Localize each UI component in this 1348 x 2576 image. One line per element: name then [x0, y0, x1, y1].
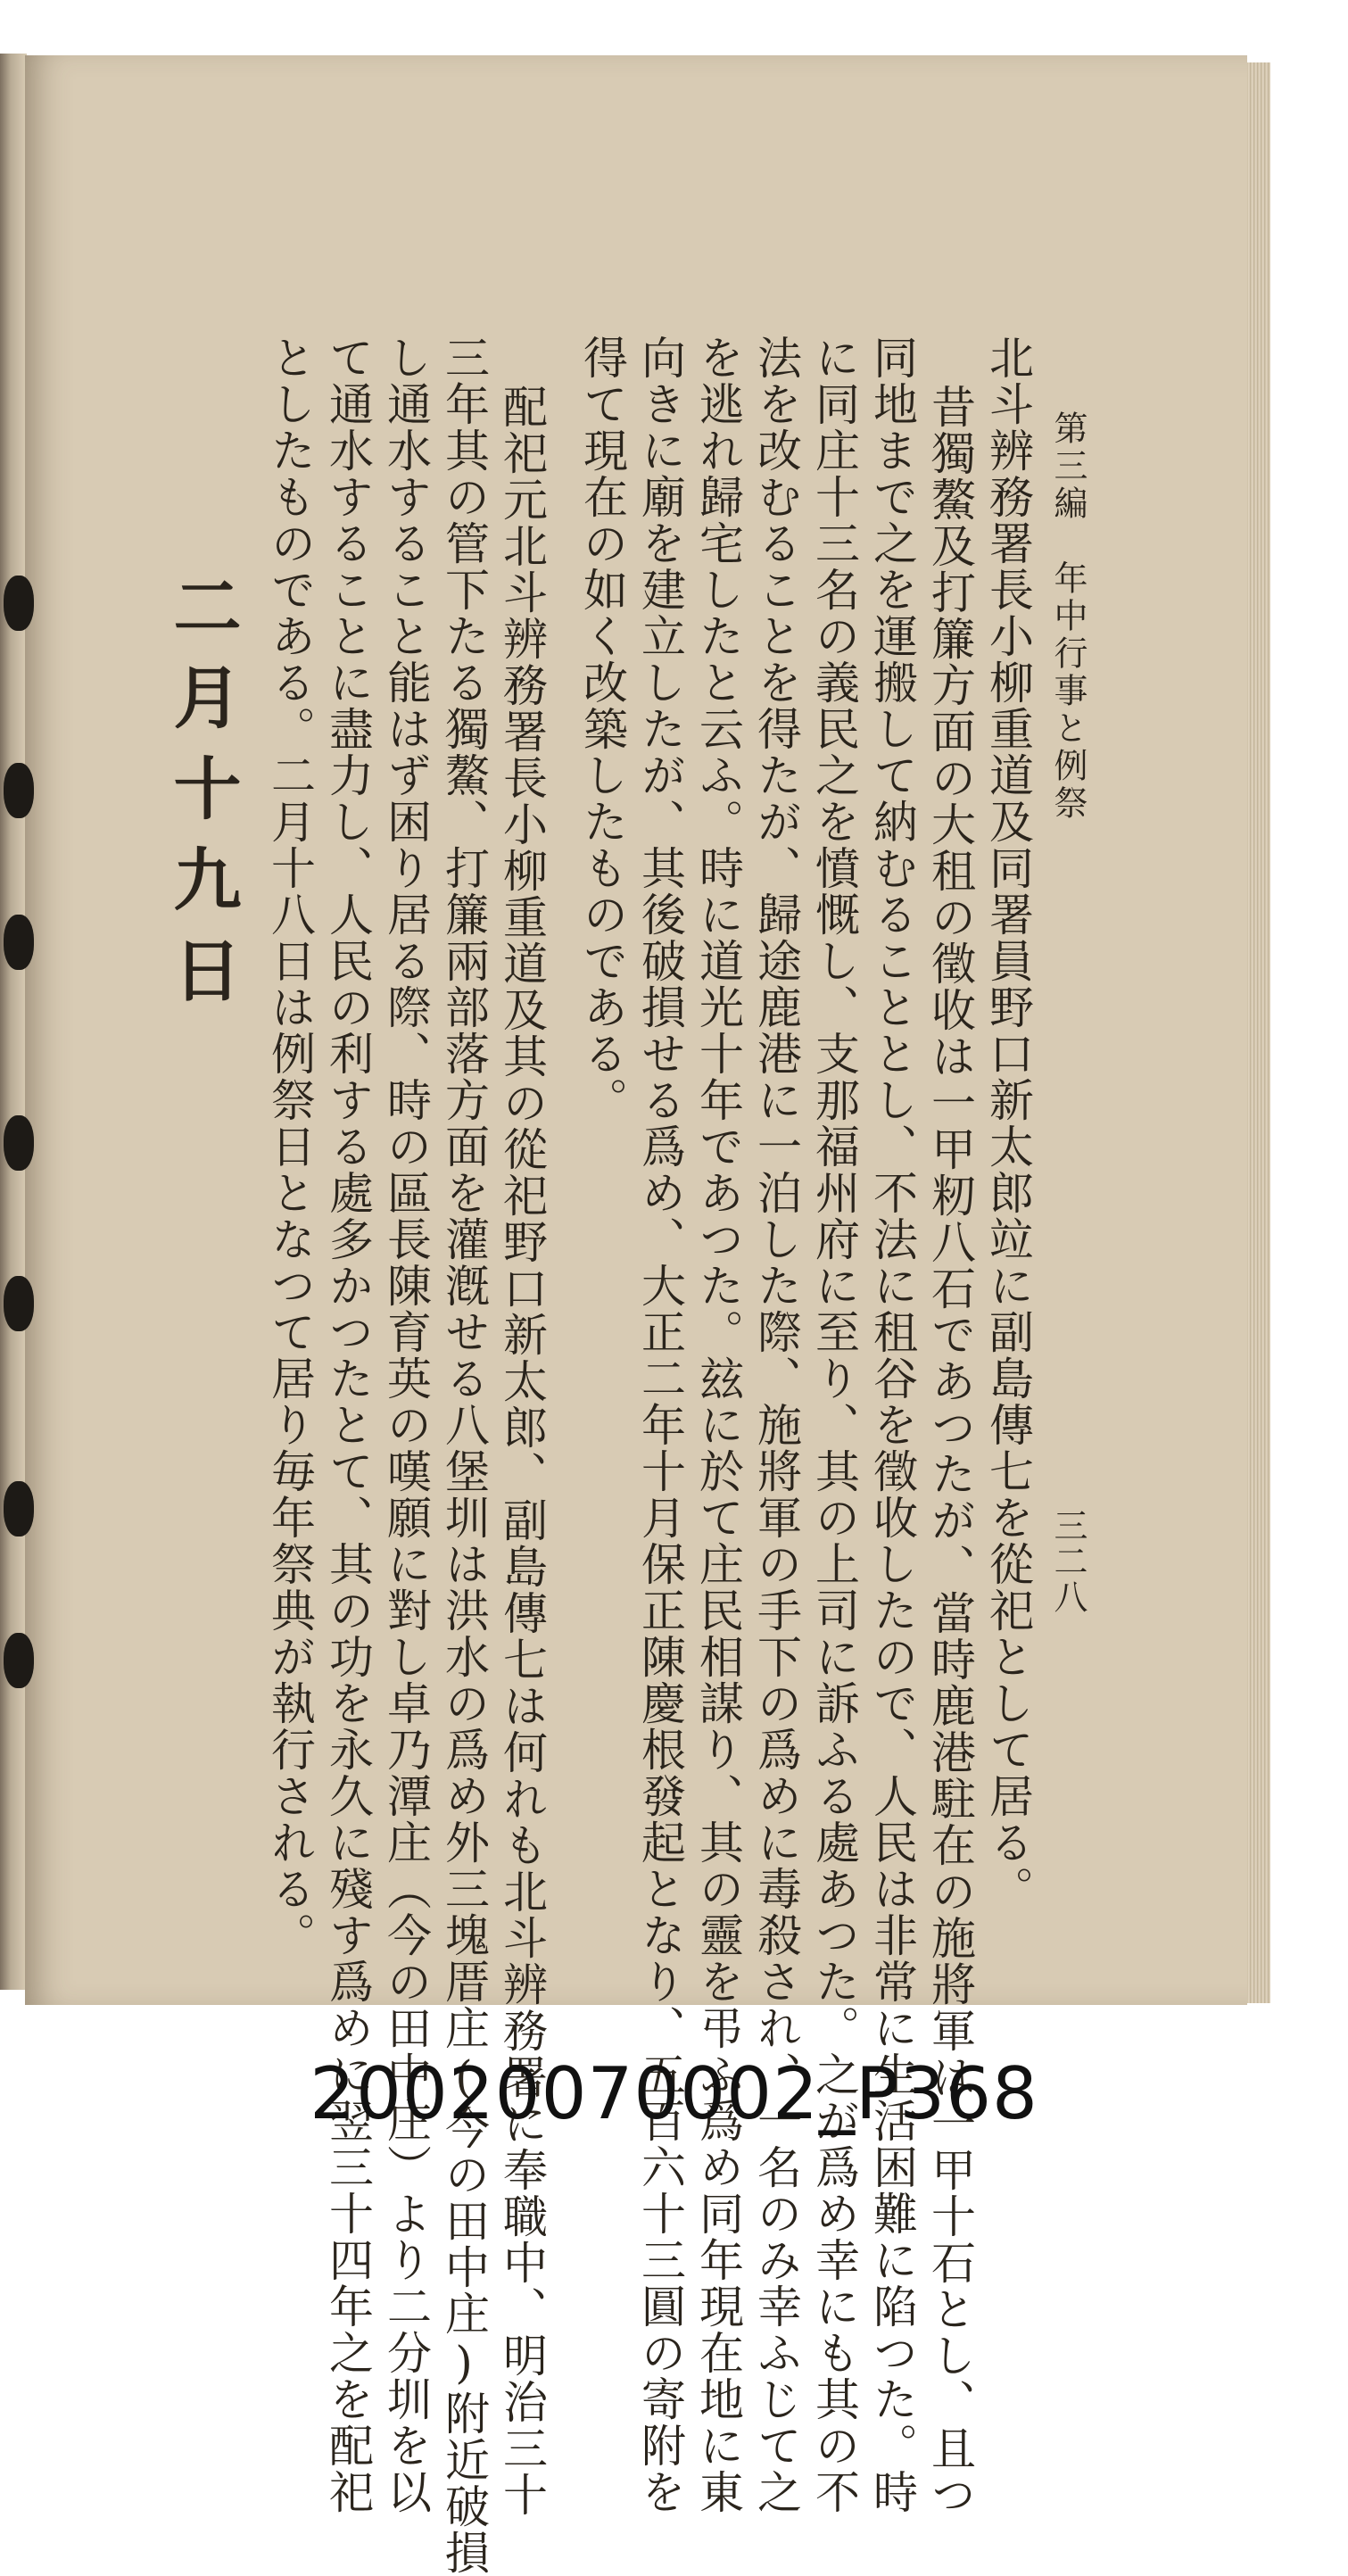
- text-line: 昔獨鰲及打簾方面の大租の徵收は一甲籾八石であつたが、當時鹿港駐在の施將軍は一甲十石とし、且つ: [924, 384, 976, 2518]
- binding-hole: [4, 1115, 34, 1171]
- binding-hole: [4, 915, 34, 970]
- text-line: 法を改むることを得たが、歸途鹿港に一泊した際、施將軍の手下の爲めに毒殺され、一名のみ幸ふじて之: [750, 335, 802, 2515]
- binding-hole: [4, 576, 34, 631]
- page-edge: [1247, 62, 1270, 2003]
- page-number: 三二八: [1048, 1508, 1087, 1615]
- text-line: 北斗辨務署長小柳重道及同署員野口新太郎竝に副島傳七を從祀として居る。: [982, 335, 1034, 1912]
- text-line: を逃れ歸宅したと云ふ。時に道光十年であつた。玆に於て庄民相謀り、其の靈を弔ふ爲め同年現在地に東: [692, 335, 744, 2515]
- text-line: としたものである。二月十八日は例祭日となつて居り毎年祭典が執行される。: [264, 335, 316, 1959]
- left-page-strip: [0, 54, 27, 1990]
- text-line: 配祀元北斗辨務署長小柳重道及其の從祀野口新太郎、副島傳七は何れも北斗辨務署に奉職中、明治三十: [496, 384, 548, 2518]
- text-line: 同地まで之を運搬して納むることとし、不法に租谷を徵收したので、人民は非常に生活困難に陷つた。時: [866, 335, 918, 2515]
- text-line: 三年其の管下たる獨鰲、打簾兩部落方面を灌漑せる八堡圳は洪水の爲め外三塊厝庄(今の田中庄)附近破損: [438, 335, 490, 2576]
- text-line: て通水することに盡力し、人民の利する處多かつたとて、其の功を永久に殘す爲めに翌三十四年之を配祀: [322, 335, 374, 2515]
- text-line: に同庄十三名の義民之を憤慨し、支那福州府に至り、其の上司に訴ふる處あつた。之が爲め幸にも其の不: [808, 335, 860, 2515]
- text-line: 向きに廟を建立したが、其後破損せる爲め、大正二年十月保正陳慶根發起となり、五百六十三圓の寄附を: [634, 335, 686, 2515]
- section-heading-date: 二月十九日: [162, 571, 242, 1026]
- running-header-chapter: 第三編 年中行事と例祭: [1048, 410, 1087, 823]
- text-line: 得て現在の如く改築したものである。: [576, 335, 628, 1123]
- archive-id-label: 20020070002_P368: [310, 2052, 1038, 2135]
- binding-hole: [4, 1481, 34, 1536]
- text-line: し通水すること能はず困り居る際、時の區長陳育英の嘆願に對し卓乃潭庄（今の田中庄）より二分圳を以: [380, 335, 432, 2515]
- binding-hole: [4, 763, 34, 818]
- binding-hole: [4, 1633, 34, 1688]
- binding-hole: [4, 1276, 34, 1331]
